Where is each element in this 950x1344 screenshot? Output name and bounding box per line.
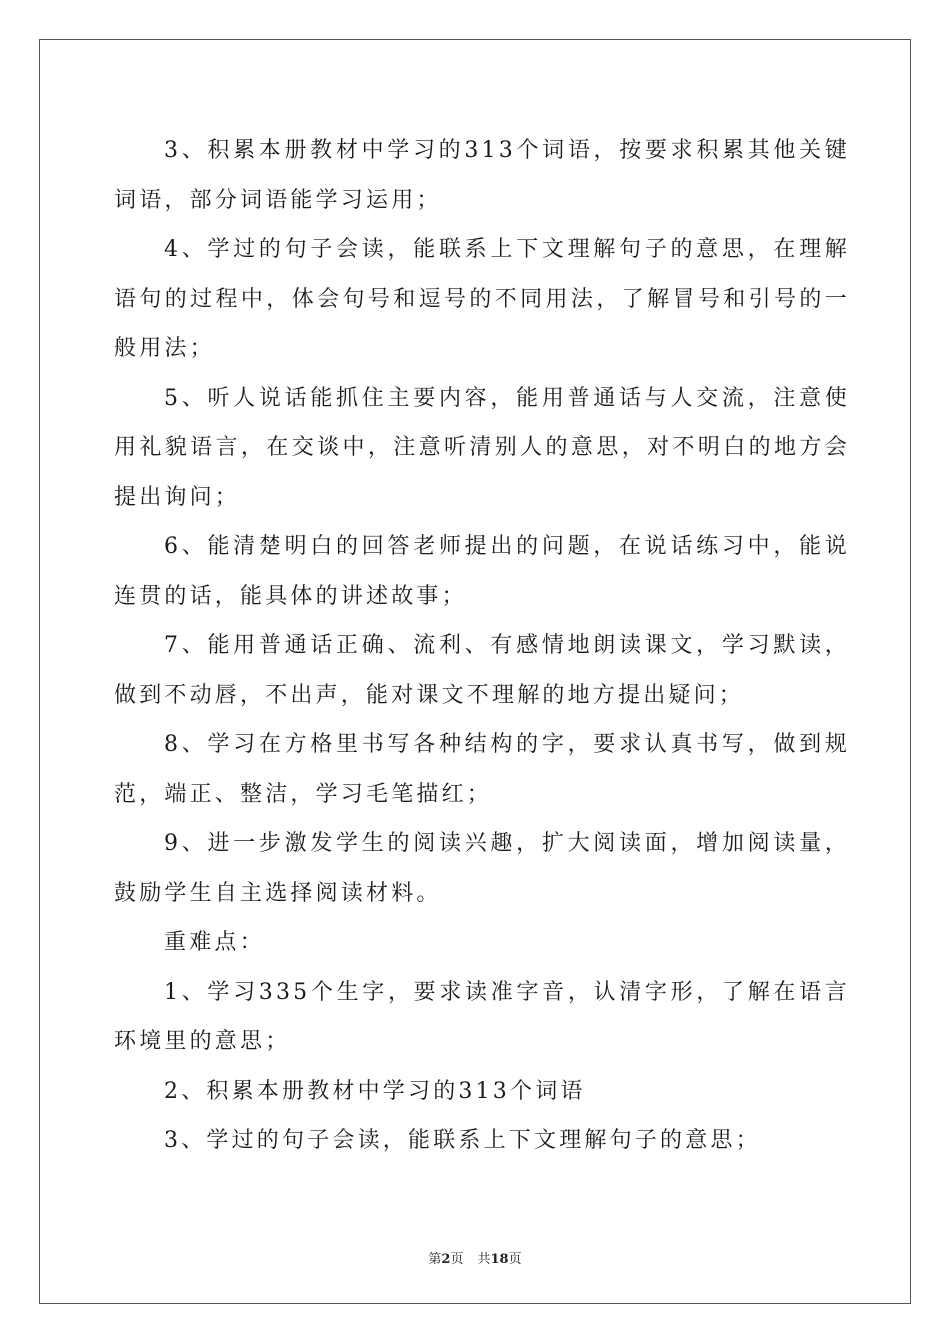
page-prefix: 第 — [428, 1252, 442, 1267]
total-suffix: 页 — [508, 1252, 522, 1267]
paragraph-goal-8: 8、学习在方格里书写各种结构的字，要求认真书写，做到规范，端正、整洁，学习毛笔描红； — [114, 732, 850, 807]
page-footer — [0, 1248, 950, 1267]
current-page-number: 2 — [441, 1252, 451, 1267]
paragraph-goal-9: 9、进一步激发学生的阅读兴趣，扩大阅读面，增加阅读量，鼓励学生自主选择阅读材料。 — [114, 831, 850, 906]
paragraph-goal-7: 7、能用普通话正确、流利、有感情地朗读课文，学习默读，做到不动唇，不出声，能对课文不理解的地方提出疑问； — [114, 633, 850, 708]
page-suffix: 页 — [450, 1252, 464, 1267]
total-prefix: 共 — [477, 1252, 491, 1267]
section-heading-key-points: 重难点： — [164, 930, 265, 955]
paragraph-goal-6: 6、能清楚明白的回答老师提出的问题，在说话练习中，能说连贯的话，能具体的讲述故事； — [114, 534, 850, 609]
paragraph-goal-3: 3、积累本册教材中学习的313个词语，按要求积累其他关键词语，部分词语能学习运用； — [114, 138, 850, 213]
paragraph-key-point-2: 2、积累本册教材中学习的313个词语 — [164, 1078, 586, 1104]
document-body — [114, 126, 850, 1166]
paragraph-goal-5: 5、听人说话能抓住主要内容，能用普通话与人交流，注意使用礼貌语言，在交谈中，注意听清别人的意思，对不明白的地方会提出询问； — [114, 385, 850, 510]
paragraph-key-point-1: 1、学习335个生字，要求读准字音，认清字形，了解在语言环境里的意思； — [114, 979, 850, 1054]
paragraph-goal-4: 4、学过的句子会读，能联系上下文理解句子的意思，在理解语句的过程中，体会句号和逗号的不同用法，了解冒号和引号的一般用法； — [114, 237, 850, 361]
paragraph-key-point-3: 3、学过的句子会读，能联系上下文理解句子的意思； — [164, 1128, 761, 1153]
total-page-number: 18 — [490, 1252, 509, 1267]
